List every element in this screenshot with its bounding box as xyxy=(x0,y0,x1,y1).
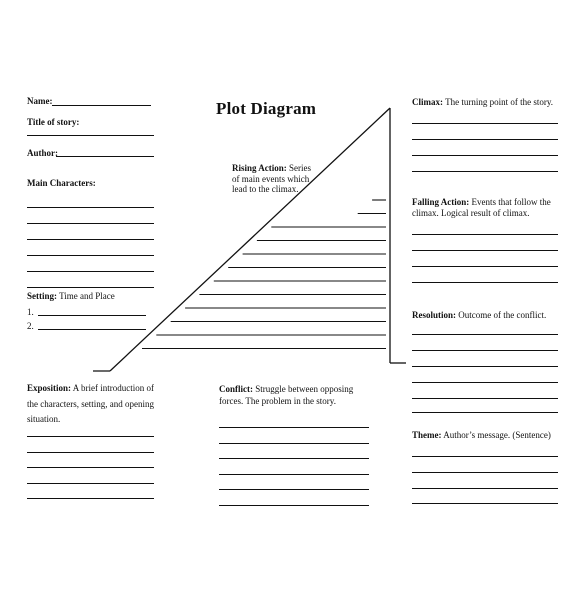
falling-action-line[interactable] xyxy=(412,266,558,267)
exposition-label: Exposition: A brief introduction of the characters, setting, and opening situation. xyxy=(27,383,155,424)
page-title: Plot Diagram xyxy=(216,99,317,118)
conflict-line[interactable] xyxy=(219,443,369,444)
title-of-story-field[interactable] xyxy=(27,135,154,136)
exposition-line[interactable] xyxy=(27,483,154,484)
theme-line[interactable] xyxy=(412,503,558,504)
main-characters-line[interactable] xyxy=(27,239,154,240)
climax-line[interactable] xyxy=(412,155,558,156)
resolution-label: Resolution: Outcome of the conflict. xyxy=(412,310,547,320)
theme-line[interactable] xyxy=(412,472,558,473)
falling-action-line[interactable] xyxy=(412,250,558,251)
main-characters-line[interactable] xyxy=(27,287,154,288)
exposition-line[interactable] xyxy=(27,467,154,468)
climax-line[interactable] xyxy=(412,171,558,172)
name-label: Name: xyxy=(27,96,53,106)
resolution-line[interactable] xyxy=(412,398,558,399)
main-characters-line[interactable] xyxy=(27,223,154,224)
conflict-label: Conflict: Struggle between opposing forces. The problem in the story. xyxy=(219,384,354,406)
conflict-line[interactable] xyxy=(219,474,369,475)
falling-action-label: Falling Action: Events that follow the climax. Logical result of climax. xyxy=(412,197,551,218)
setting-item-1-field[interactable] xyxy=(38,315,146,316)
resolution-line[interactable] xyxy=(412,334,558,335)
resolution-line[interactable] xyxy=(412,350,558,351)
resolution-line[interactable] xyxy=(412,366,558,367)
setting-label: Setting: Time and Place xyxy=(27,291,115,301)
conflict-line[interactable] xyxy=(219,458,369,459)
main-characters-line[interactable] xyxy=(27,207,154,208)
conflict-line[interactable] xyxy=(219,427,369,428)
setting-item-2-label: 2. xyxy=(27,321,34,331)
theme-line[interactable] xyxy=(412,488,558,489)
resolution-line[interactable] xyxy=(412,382,558,383)
setting-item-2-field[interactable] xyxy=(38,329,146,330)
falling-action-line[interactable] xyxy=(412,234,558,235)
exposition-line[interactable] xyxy=(27,498,154,499)
resolution-line[interactable] xyxy=(412,412,558,413)
climax-line[interactable] xyxy=(412,123,558,124)
theme-label: Theme: Author’s message. (Sentence) xyxy=(412,430,551,440)
conflict-line[interactable] xyxy=(219,489,369,490)
exposition-line[interactable] xyxy=(27,436,154,437)
author-label: Author: xyxy=(27,148,58,158)
conflict-line[interactable] xyxy=(219,505,369,506)
name-field[interactable] xyxy=(52,105,151,106)
main-characters-line[interactable] xyxy=(27,271,154,272)
falling-action-line[interactable] xyxy=(412,282,558,283)
author-field[interactable] xyxy=(56,156,154,157)
climax-label: Climax: The turning point of the story. xyxy=(412,97,553,107)
setting-item-1-label: 1. xyxy=(27,307,34,317)
exposition-line[interactable] xyxy=(27,452,154,453)
main-characters-label: Main Characters: xyxy=(27,178,96,188)
main-characters-line[interactable] xyxy=(27,255,154,256)
theme-line[interactable] xyxy=(412,456,558,457)
title-of-story-label: Title of story: xyxy=(27,117,80,127)
rising-action-label: Rising Action: Series of main events which lead to the climax. xyxy=(232,163,312,194)
climax-line[interactable] xyxy=(412,139,558,140)
